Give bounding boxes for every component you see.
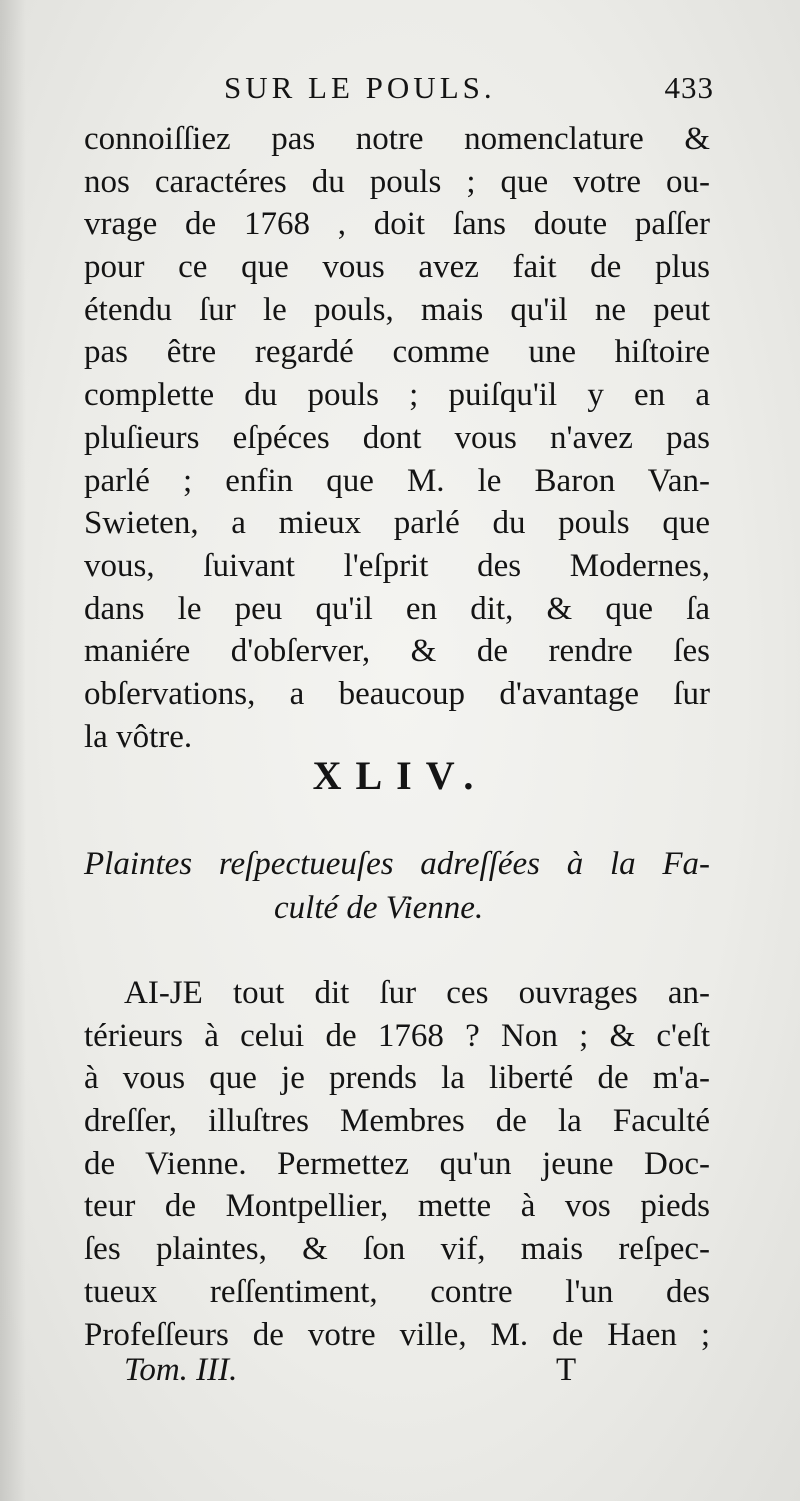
text-line: Profeſſeurs de votre ville, M. de Haen ; [84,1316,710,1353]
text-line: la vôtre. [84,718,193,755]
running-head [84,70,714,114]
text-line: connoiſſiez pas notre nomenclature & [84,121,710,157]
text-line: AI-JE tout dit ſur ces ouvrages an- [124,975,710,1011]
text-line: étendu ſur le pouls, mais qu'il ne peut [84,291,710,328]
text-line: pluſieurs eſpéces dont vous n'avez pas [84,419,710,456]
text-line: Swieten, a mieux parlé du pouls que [84,505,710,542]
section-heading [84,842,710,930]
section-heading-line: Plaintes reſpectueuſes adreſſées à la Fa- [84,846,710,882]
text-line: vrage de 1768 , doit ſans doute paſſer [84,206,710,243]
text-line: teur de Montpellier, mette à vos pieds [84,1188,710,1225]
page-footer [84,1352,710,1396]
paragraph [84,972,710,1356]
text-line: parlé ; enfin que M. le Baron Van- [84,462,710,499]
text-line: pour ce que vous avez fait de plus [84,249,710,286]
section-heading-line: culté de Vienne. [274,890,484,926]
text-line: vous, ſuivant l'eſprit des Modernes, [84,547,710,584]
volume-label: Tom. III. [124,1352,238,1388]
gutter-shadow [0,0,26,1501]
text-line: nos caractéres du pouls ; que votre ou- [84,163,710,200]
text-line: à vous que je prends la liberté de m'a- [84,1060,710,1097]
text-line: complette du pouls ; puiſqu'il y en a [84,377,710,414]
text-line: ſes plaintes, & ſon vif, mais reſpec- [84,1231,710,1268]
running-title: SUR LE POULS. [224,70,496,105]
text-line: maniére d'obſerver, & de rendre ſes [84,633,710,670]
text-line: dans le peu qu'il en dit, & que ſa [84,590,710,627]
text-line: pas être regardé comme une hiſtoire [84,334,710,371]
text-line: dreſſer, illuſtres Membres de la Faculté [84,1103,710,1140]
page-number: 433 [664,70,714,105]
text-line: tueux reſſentiment, contre l'un des [84,1273,710,1310]
text-line: térieurs à celui de 1768 ? Non ; & c'eſt [84,1017,710,1054]
signature-mark: T [556,1352,577,1388]
text-line: de Vienne. Permettez qu'un jeune Doc- [84,1145,710,1182]
section-number: XLIV. [312,753,488,798]
paragraph-continued [84,118,710,758]
text-line: obſervations, a beaucoup d'avantage ſur [84,675,710,712]
